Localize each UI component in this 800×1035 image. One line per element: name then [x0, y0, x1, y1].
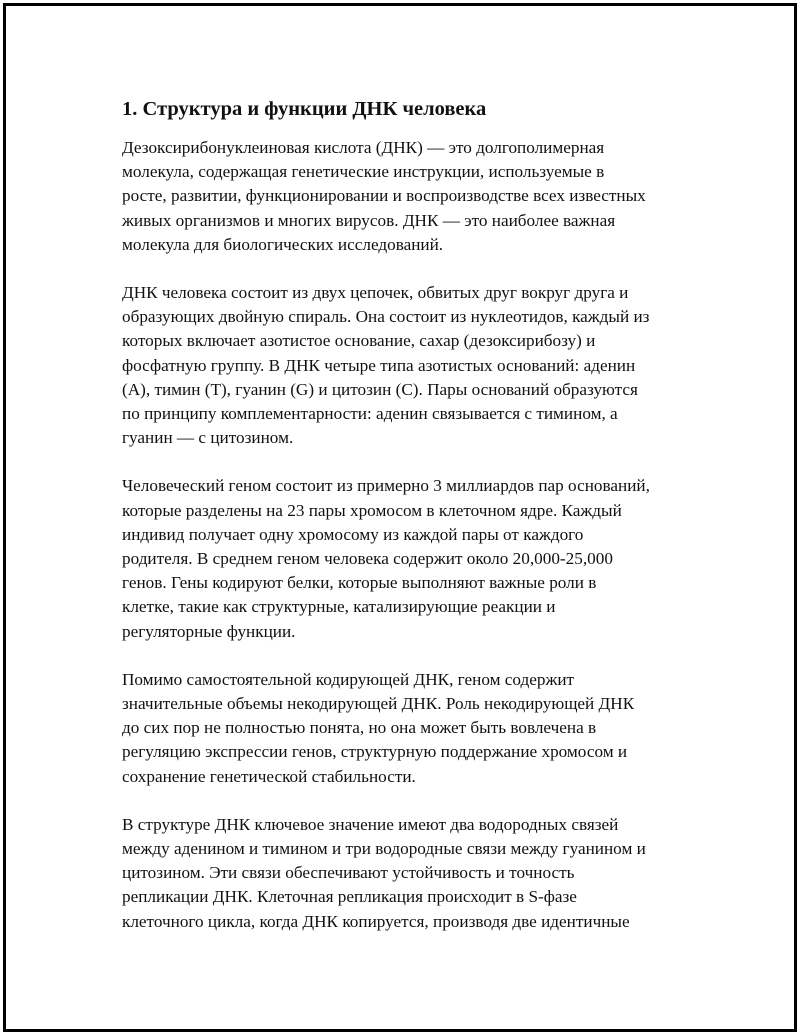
paragraph-line: ДНК человека состоит из двух цепочек, обвитых друг вокруг друга и	[122, 283, 629, 303]
paragraph-line: фосфатную группу. В ДНК четыре типа азотистых оснований: аденин	[122, 355, 636, 375]
paragraph-line: молекула, содержащая генетические инструкции, используемые в	[122, 162, 605, 182]
page-frame	[3, 3, 797, 1032]
paragraph-line: Помимо самостоятельной кодирующей ДНК, геном содержит	[122, 669, 575, 689]
paragraph-line: образующих двойную спираль. Она состоит из нуклеотидов, каждый из	[122, 307, 650, 327]
paragraph-line: молекула для биологических исследований.	[122, 234, 444, 254]
paragraph-line: генов. Гены кодируют белки, которые выполняют важные роли в	[122, 573, 597, 593]
section-heading: 1. Структура и функции ДНК человека	[122, 98, 487, 120]
paragraph-line: цитозином. Эти связи обеспечивают устойчивость и точность	[122, 863, 575, 883]
paragraph-line: между аденином и тимином и три водородные связи между гуанином и	[122, 839, 646, 859]
paragraph-4	[122, 668, 702, 789]
paragraph-line: до сих пор не полностью понята, но она может быть вовлечена в	[122, 718, 597, 738]
paragraph-line: сохранение генетической стабильности.	[122, 766, 416, 786]
paragraph-line: которые разделены на 23 пары хромосом в клеточном ядре. Каждый	[122, 500, 622, 520]
paragraph-line: живых организмов и многих вирусов. ДНК — это наиболее важная	[122, 210, 616, 230]
paragraph-line: клетке, такие как структурные, катализирующие реакции и	[122, 597, 556, 617]
paragraph-2	[122, 281, 702, 450]
paragraph-line: по принципу комплементарности: аденин связывается с тимином, а	[122, 404, 618, 424]
paragraph-line: росте, развитии, функционировании и воспроизводстве всех известных	[122, 186, 646, 206]
paragraph-line: репликации ДНК. Клеточная репликация происходит в S-фазе	[122, 887, 577, 907]
paragraph-line: значительные объемы некодирующей ДНК. Роль некодирующей ДНК	[122, 694, 635, 714]
paragraph-5	[122, 813, 702, 934]
paragraph-line: регуляторные функции.	[122, 621, 296, 641]
paragraph-3	[122, 474, 702, 643]
paragraph-line: Дезоксирибонуклеиновая кислота (ДНК) — это долгополимерная	[122, 138, 605, 157]
paragraph-line: Человеческий геном состоит из примерно 3 миллиардов пар оснований,	[122, 476, 650, 496]
paragraph-line: родителя. В среднем геном человека содержит около 20,000-25,000	[122, 549, 613, 569]
paragraph-line: (A), тимин (T), гуанин (G) и цитозин (C). Пары оснований образуются	[122, 379, 638, 399]
paragraph-1	[122, 136, 702, 257]
paragraph-line: В структуре ДНК ключевое значение имеют два водородных связей	[122, 814, 619, 834]
paragraph-line: гуанин — с цитозином.	[122, 428, 294, 448]
document-body	[122, 96, 702, 958]
paragraph-line: регуляцию экспрессии генов, структурную поддержание хромосом и	[122, 742, 628, 762]
paragraph-line: клеточного цикла, когда ДНК копируется, производя две идентичные	[122, 911, 630, 931]
paragraph-line: индивид получает одну хромосому из каждой пары от каждого	[122, 524, 584, 544]
paragraph-line: которых включает азотистое основание, сахар (дезоксирибозу) и	[122, 331, 596, 351]
